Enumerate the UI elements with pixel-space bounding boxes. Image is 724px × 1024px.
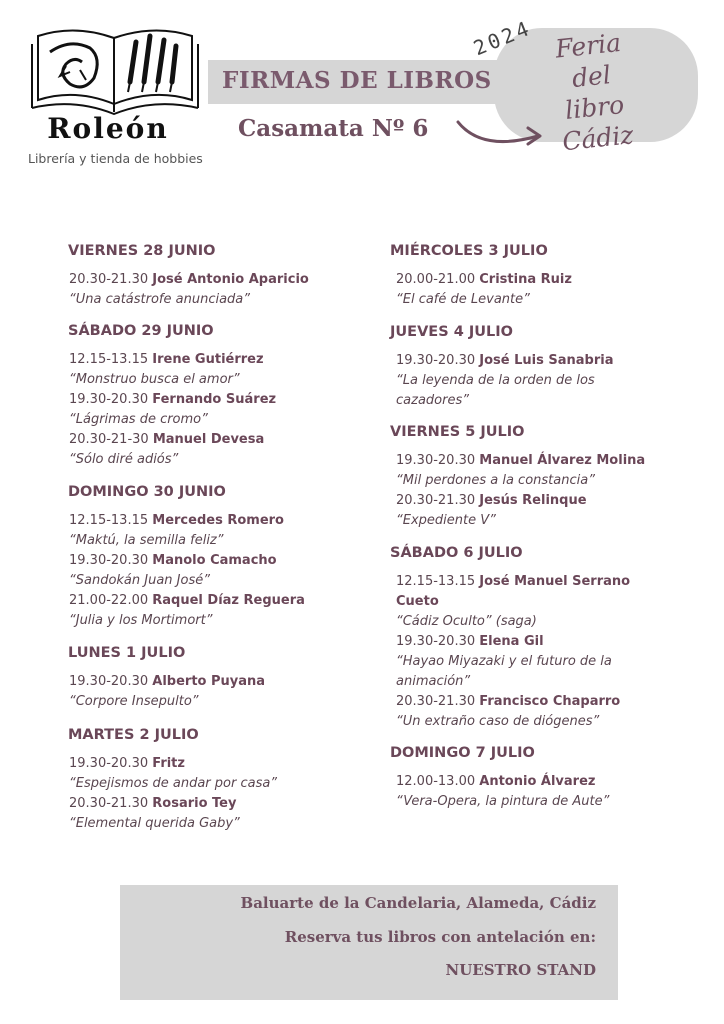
day-heading: VIERNES 28 JUNIO [68,243,216,259]
fair-name-line: Feria del [553,27,623,94]
event-time-author [396,270,658,290]
day-block [390,321,658,411]
day-block [390,742,658,812]
event-time-author [396,451,658,471]
event-time: 19.30-20.30 [69,392,149,407]
event-time: 20.30-21.30 [69,272,149,287]
location-text: Baluarte de la Candelaria, Alameda, Cádiz [240,894,596,912]
signing-event [69,551,358,591]
open-book-icon [30,22,200,122]
schedule-right-column [390,240,658,812]
day-block [68,724,358,834]
signing-event [69,794,358,834]
event-time: 12.00-13.00 [396,774,476,789]
book-title: “Lágrimas de cromo” [69,412,208,427]
event-time: 19.30-20.30 [396,634,476,649]
book-title: “Cádiz Oculto” (saga) [396,614,537,629]
signing-event [69,591,358,631]
fair-name-line: libro [563,89,626,125]
author-name: Alberto Puyana [152,674,266,689]
event-time-author [69,591,358,611]
fair-name-line: Cádiz [560,120,635,157]
book-title: “Espejismos de andar por casa” [69,776,278,791]
event-time: 20.30-21.30 [396,493,476,508]
venue-subtitle: Casamata Nº 6 [238,115,429,142]
author-name: Fritz [152,756,185,771]
author-name: Francisco Chaparro [479,694,621,709]
event-time: 19.30-20.30 [69,553,149,568]
author-name: José Luis Sanabria [479,353,614,368]
signing-event [69,511,358,551]
event-time-author [396,632,658,652]
book-title-continued: animación” [396,674,471,689]
event-time-author [396,692,658,712]
event-time-author [69,511,358,531]
reserve-text: Reserva tus libros con antelación en: [284,928,596,946]
day-block [68,240,358,310]
book-title: “Maktú, la semilla feliz” [69,533,224,548]
event-time: 12.15-13.15 [69,352,149,367]
event-time: 19.30-20.30 [396,353,476,368]
book-title: “Un extraño caso de diógenes” [396,714,600,729]
event-time: 20.00-21.00 [396,272,476,287]
day-block [68,642,358,712]
day-heading: DOMINGO 7 JULIO [390,745,535,761]
day-block [390,542,658,732]
day-heading: MARTES 2 JULIO [68,727,199,743]
author-name: Manuel Álvarez Molina [479,453,646,468]
brand-name: Roleón [47,112,169,145]
event-time-author [69,754,358,774]
signing-event [396,351,658,411]
book-title: “Vera-Opera, la pintura de Aute” [396,794,610,809]
day-block [390,240,658,310]
day-heading: SÁBADO 29 JUNIO [68,323,214,339]
event-time-author [396,491,658,511]
event-time-author [69,672,358,692]
page-title: FIRMAS DE LIBROS [222,67,492,94]
author-name: Jesús Relinque [479,493,587,508]
event-time-author [69,350,358,370]
author-name: Antonio Álvarez [479,774,596,789]
event-time: 19.30-20.30 [396,453,476,468]
signing-event [396,491,658,531]
author-name: José Antonio Aparicio [152,272,309,287]
signing-event [396,772,658,812]
author-name: Irene Gutiérrez [152,352,264,367]
day-heading: VIERNES 5 JULIO [390,424,525,440]
event-time: 19.30-20.30 [69,674,149,689]
day-block [390,421,658,531]
brand-tagline: Librería y tienda de hobbies [28,151,203,166]
day-heading: LUNES 1 JULIO [68,645,186,661]
day-block [68,320,358,470]
book-title-continued: cazadores” [396,393,469,408]
signing-event [396,572,658,632]
event-time: 20.30-21-30 [69,432,149,447]
book-title: “Mil perdones a la constancia” [396,473,595,488]
stand-text: NUESTRO STAND [445,961,596,979]
author-name: Mercedes Romero [152,513,284,528]
event-time-author [396,572,658,612]
day-heading: SÁBADO 6 JULIO [390,545,523,561]
author-name: Elena Gil [479,634,544,649]
event-time-author [396,772,658,792]
day-block [68,481,358,631]
footer-panel [120,885,618,1000]
book-title: “La leyenda de la orden de los [396,373,595,388]
book-title: “Monstruo busca el amor” [69,372,240,387]
book-title: “Elemental querida Gaby” [69,816,240,831]
event-time: 20.30-21.30 [396,694,476,709]
day-heading: MIÉRCOLES 3 JULIO [390,243,548,259]
author-name: Fernando Suárez [152,392,277,407]
fair-year: 2024 [470,15,535,61]
author-name: Manolo Camacho [152,553,277,568]
book-title: “Julia y los Mortimort” [69,613,213,628]
signing-event [396,692,658,732]
author-name: Rosario Tey [152,796,237,811]
schedule-left-column [68,240,358,834]
signing-event [69,754,358,794]
curved-arrow-icon [452,112,552,152]
author-name: Raquel Díaz Reguera [152,593,305,608]
signing-event [396,632,658,692]
book-title: “Expediente V” [396,513,496,528]
event-time-author [396,351,658,371]
bookstore-logo [30,22,210,172]
signing-event [69,350,358,390]
book-title: “El café de Levante” [396,292,530,307]
signing-event [396,270,658,310]
book-title: “Corpore Insepulto” [69,694,199,709]
day-heading: DOMINGO 30 JUNIO [68,484,226,500]
event-time: 12.15-13.15 [69,513,149,528]
event-time-author [69,430,358,450]
book-title: “Hayao Miyazaki y el futuro de la [396,654,612,669]
author-name: Cristina Ruiz [479,272,572,287]
day-heading: JUEVES 4 JULIO [390,324,513,340]
event-time: 19.30-20.30 [69,756,149,771]
signing-event [69,672,358,712]
author-name: Manuel Devesa [152,432,265,447]
book-title: “Sandokán Juan José” [69,573,210,588]
book-title: “Una catástrofe anunciada” [69,292,251,307]
author-name: José Manuel Serrano Cueto [396,574,631,609]
signing-event [69,390,358,430]
event-time: 21.00-22.00 [69,593,149,608]
signing-event [396,451,658,491]
event-time-author [69,794,358,814]
event-time: 12.15-13.15 [396,574,476,589]
event-time: 20.30-21.30 [69,796,149,811]
signing-event [69,270,358,310]
event-time-author [69,551,358,571]
signing-event [69,430,358,470]
event-time-author [69,390,358,410]
book-title: “Sólo diré adiós” [69,452,179,467]
event-time-author [69,270,358,290]
